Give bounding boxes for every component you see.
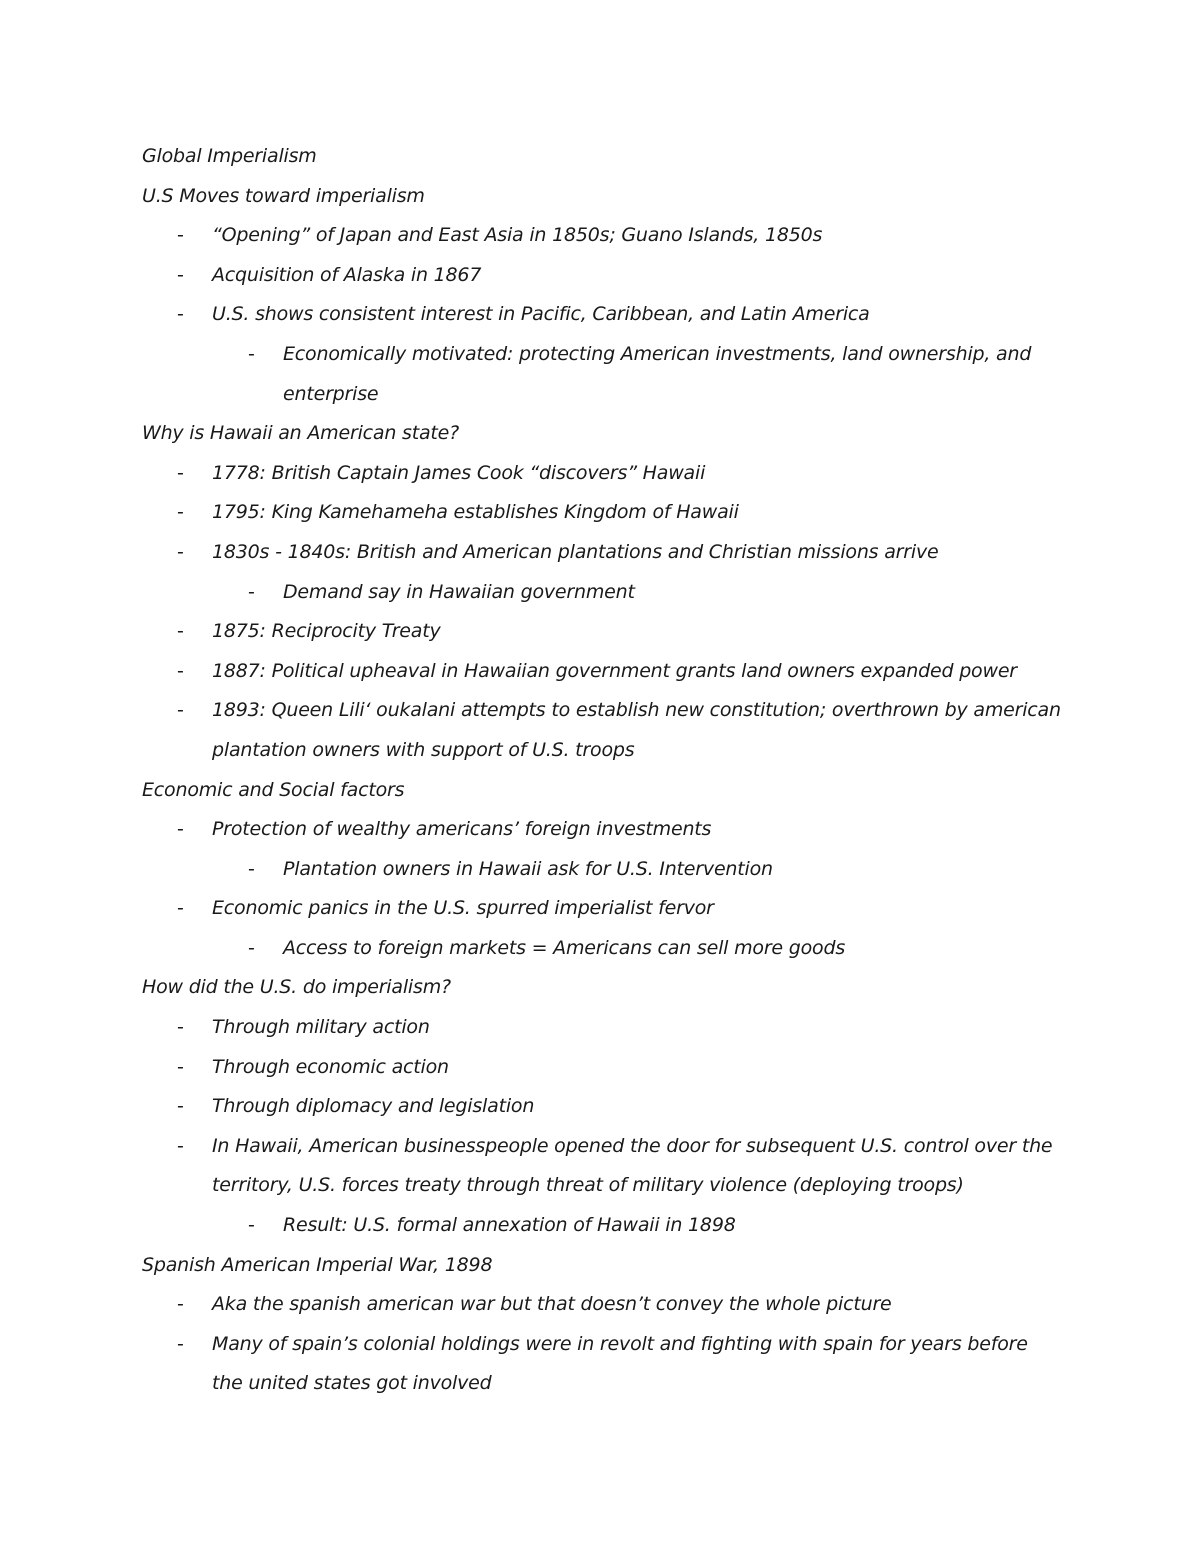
bullet-item — [142, 652, 1072, 692]
sub-bullet-item — [142, 375, 1072, 415]
section-heading — [142, 1246, 1072, 1286]
sub-bullet-item-text: Economically motivated: protecting American investments, land ownership, and — [283, 342, 1032, 365]
bullet-item — [142, 691, 1072, 731]
sub-bullet-item — [142, 573, 1072, 613]
sub-bullet-item — [142, 850, 1072, 890]
bullet-dash: - — [177, 540, 184, 563]
bullet-item-text: 1778: British Captain James Cook “discovers” Hawaii — [212, 461, 706, 484]
bullet-dash: - — [177, 263, 184, 286]
bullet-item — [142, 1285, 1072, 1325]
section-heading — [142, 771, 1072, 811]
section-heading — [142, 137, 1072, 177]
sub-bullet-item-text: enterprise — [283, 382, 379, 405]
bullet-item — [142, 533, 1072, 573]
bullet-dash: - — [177, 303, 184, 326]
section-heading-text: Economic and Social factors — [142, 778, 405, 801]
bullet-item — [142, 731, 1072, 771]
sub-bullet-item — [142, 1206, 1072, 1246]
bullet-item-text: Protection of wealthy americans’ foreign investments — [212, 818, 712, 841]
bullet-item-text: plantation owners with support of U.S. troops — [212, 738, 635, 761]
section-heading-text: U.S Moves toward imperialism — [142, 184, 425, 207]
bullet-item-text: Many of spain’s colonial holdings were in revolt and fighting with spain for years before — [212, 1332, 1028, 1355]
bullet-item-text: 1887: Political upheaval in Hawaiian government grants land owners expanded power — [212, 659, 1017, 682]
bullet-item — [142, 1048, 1072, 1088]
bullet-item — [142, 1325, 1072, 1365]
bullet-dash: - — [177, 897, 184, 920]
bullet-item-text: Through economic action — [212, 1055, 449, 1078]
sub-bullet-item-text: Demand say in Hawaiian government — [283, 580, 635, 603]
bullet-item — [142, 810, 1072, 850]
bullet-dash: - — [177, 659, 184, 682]
section-heading-text: How did the U.S. do imperialism? — [142, 976, 451, 999]
bullet-item-text: 1875: Reciprocity Treaty — [212, 620, 441, 643]
bullet-item-text: “Opening” of Japan and East Asia in 1850s; Guano Islands, 1850s — [212, 224, 823, 247]
bullet-item — [142, 1166, 1072, 1206]
bullet-dash: - — [177, 699, 184, 722]
bullet-dash: - — [177, 620, 184, 643]
bullet-dash: - — [248, 580, 255, 603]
bullet-dash: - — [248, 1214, 255, 1237]
bullet-dash: - — [177, 1055, 184, 1078]
bullet-dash: - — [248, 342, 255, 365]
bullet-item-text: Through military action — [212, 1016, 430, 1039]
section-heading-text: Global Imperialism — [142, 145, 317, 167]
bullet-item-text: Economic panics in the U.S. spurred imperialist fervor — [212, 897, 714, 920]
bullet-item — [142, 454, 1072, 494]
bullet-dash: - — [177, 818, 184, 841]
bullet-item-text: 1893: Queen Liliʻ oukalani attempts to establish new constitution; overthrown by american — [212, 699, 1061, 722]
bullet-item-text: the united states got involved — [212, 1372, 492, 1395]
bullet-dash: - — [177, 1332, 184, 1355]
sub-bullet-item-text: Result: U.S. formal annexation of Hawaii in 1898 — [283, 1214, 736, 1237]
bullet-item-text: Through diplomacy and legislation — [212, 1095, 535, 1118]
bullet-item-text: Aka the spanish american war but that doesn’t convey the whole picture — [212, 1293, 892, 1316]
bullet-item — [142, 1087, 1072, 1127]
bullet-dash: - — [177, 461, 184, 484]
bullet-item-text: U.S. shows consistent interest in Pacific, Caribbean, and Latin America — [212, 303, 870, 326]
bullet-item — [142, 1008, 1072, 1048]
bullet-item — [142, 612, 1072, 652]
bullet-item — [142, 493, 1072, 533]
section-heading-text: Spanish American Imperial War, 1898 — [142, 1253, 493, 1276]
section-heading — [142, 968, 1072, 1008]
bullet-item-text: 1795: King Kamehameha establishes Kingdom of Hawaii — [212, 501, 739, 524]
bullet-item-text: territory, U.S. forces treaty through threat of military violence (deploying troops) — [212, 1174, 964, 1197]
bullet-dash: - — [177, 1134, 184, 1157]
bullet-dash: - — [177, 1016, 184, 1039]
sub-bullet-item-text: Access to foreign markets = Americans can sell more goods — [283, 936, 846, 959]
bullet-item — [142, 1364, 1072, 1404]
bullet-item-text: Acquisition of Alaska in 1867 — [212, 263, 482, 286]
bullet-dash: - — [177, 501, 184, 524]
bullet-dash: - — [177, 1095, 184, 1118]
bullet-item-text: In Hawaii, American businesspeople opened the door for subsequent U.S. control over the — [212, 1134, 1053, 1157]
bullet-item-text: 1830s - 1840s: British and American plantations and Christian missions arrive — [212, 540, 939, 563]
sub-bullet-item-text: Plantation owners in Hawaii ask for U.S. Intervention — [283, 857, 773, 880]
sub-bullet-item — [142, 335, 1072, 375]
bullet-dash: - — [177, 224, 184, 247]
bullet-dash: - — [248, 857, 255, 880]
bullet-item — [142, 1127, 1072, 1167]
section-heading — [142, 414, 1072, 454]
section-heading — [142, 177, 1072, 217]
bullet-item — [142, 295, 1072, 335]
bullet-item — [142, 256, 1072, 296]
bullet-dash: - — [248, 936, 255, 959]
bullet-item — [142, 889, 1072, 929]
sub-bullet-item — [142, 929, 1072, 969]
notes-body — [142, 137, 1072, 1404]
bullet-dash: - — [177, 1293, 184, 1316]
bullet-item — [142, 216, 1072, 256]
section-heading-text: Why is Hawaii an American state? — [142, 422, 460, 445]
